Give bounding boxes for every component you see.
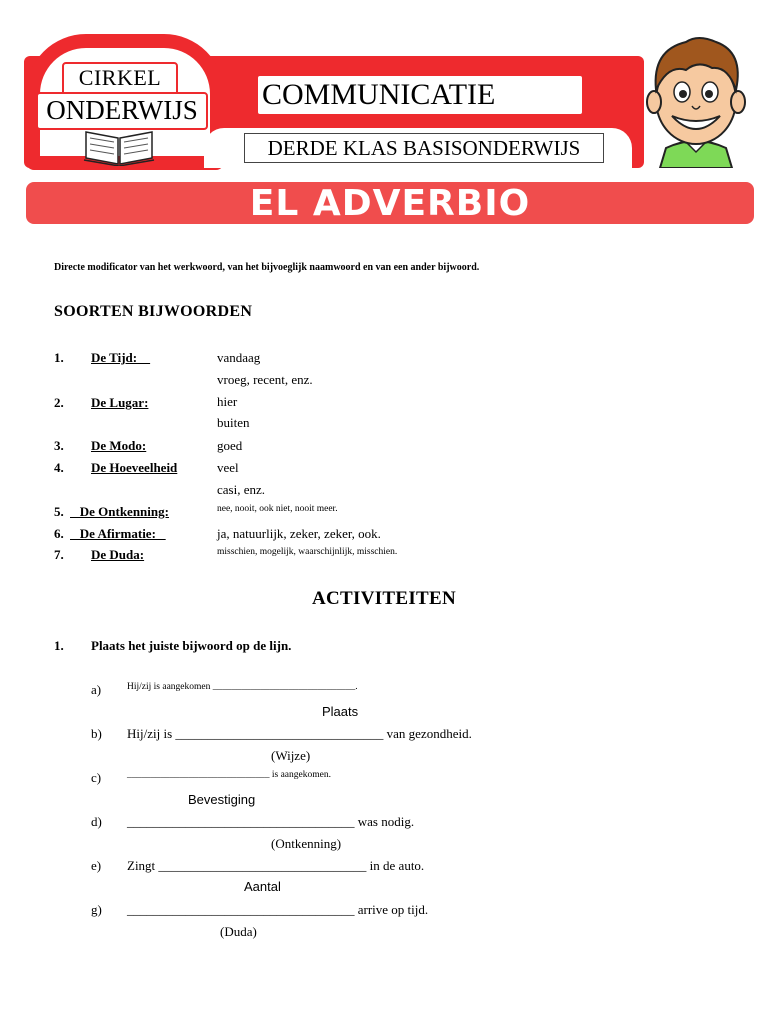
type-example: goed: [217, 438, 243, 453]
item-letter: b): [91, 726, 102, 741]
item-letter: a): [91, 682, 102, 697]
type-example: vandaag: [217, 350, 261, 365]
type-number: 4.: [54, 460, 64, 475]
grade-label: DERDE KLAS BASISONDERWIJS: [244, 133, 604, 163]
page-title: EL ADVERBIO: [249, 183, 531, 224]
item-letter: c): [91, 770, 102, 785]
boy-illustration-icon: [636, 30, 756, 168]
item-hint: (Duda): [220, 924, 257, 939]
logo-line2: ONDERWIJS: [36, 92, 208, 130]
type-label-quantity: De Hoeveelheid: [91, 460, 178, 475]
subject-title: COMMUNICATIE: [258, 76, 582, 114]
item-sentence[interactable]: ___________________________________ was nodig.: [127, 814, 415, 829]
item-hint: (Ontkenning): [271, 836, 342, 851]
type-example: vroeg, recent, enz.: [217, 372, 313, 387]
item-sentence[interactable]: Zingt ________________________________ in de auto.: [127, 858, 425, 873]
open-book-icon: [82, 124, 156, 166]
item-sentence[interactable]: Hij/zij is aangekomen ______________________________.: [127, 682, 358, 692]
type-number: 2.: [54, 395, 64, 410]
type-number: 7.: [54, 547, 64, 562]
exercise-number: 1.: [54, 638, 64, 653]
type-example: hier: [217, 394, 238, 409]
type-example: misschien, mogelijk, waarschijnlijk, misschien.: [217, 547, 398, 557]
types-heading: SOORTEN BIJWOORDEN: [54, 303, 253, 320]
type-label-time: De Tijd:: [91, 350, 151, 365]
item-sentence[interactable]: ___________________________________ arrive op tijd.: [127, 902, 429, 917]
type-example: ja, natuurlijk, zeker, zeker, ook.: [217, 526, 381, 541]
exercise-instruction: Plaats het juiste bijwoord op de lijn.: [91, 638, 292, 653]
type-number: 5.: [54, 504, 64, 519]
item-letter: g): [91, 902, 102, 917]
item-hint: (Wijze): [271, 748, 311, 763]
type-number: 3.: [54, 438, 64, 453]
type-example: veel: [217, 460, 239, 475]
type-example: casi, enz.: [217, 482, 266, 497]
type-number: 1.: [54, 350, 64, 365]
type-number: 6.: [54, 526, 64, 541]
item-sentence[interactable]: ______________________________ is aangekomen.: [127, 770, 331, 780]
item-sentence[interactable]: Hij/zij is ________________________________ van gezondheid.: [127, 726, 472, 741]
type-example: buiten: [217, 415, 250, 430]
type-label-doubt: De Duda:: [91, 547, 145, 562]
item-letter: e): [91, 858, 102, 873]
type-label-manner: De Modo:: [91, 438, 147, 453]
definition-text: Directe modificator van het werkwoord, van het bijvoeglijk naamwoord en van een ander bijwoord.: [54, 262, 480, 273]
item-hint: Aantal: [244, 879, 281, 894]
logo-line1: CIRKEL: [62, 62, 178, 96]
item-hint: Bevestiging: [188, 792, 256, 807]
type-example: nee, nooit, ook niet, nooit meer.: [217, 504, 338, 514]
activities-heading: ACTIVITEITEN: [311, 588, 457, 609]
type-label-negation: De Ontkenning:: [70, 504, 169, 519]
item-hint: Plaats: [322, 704, 359, 719]
type-label-affirmation: De Afirmatie:: [70, 526, 166, 541]
item-letter: d): [91, 814, 102, 829]
type-label-place: De Lugar:: [91, 395, 149, 410]
